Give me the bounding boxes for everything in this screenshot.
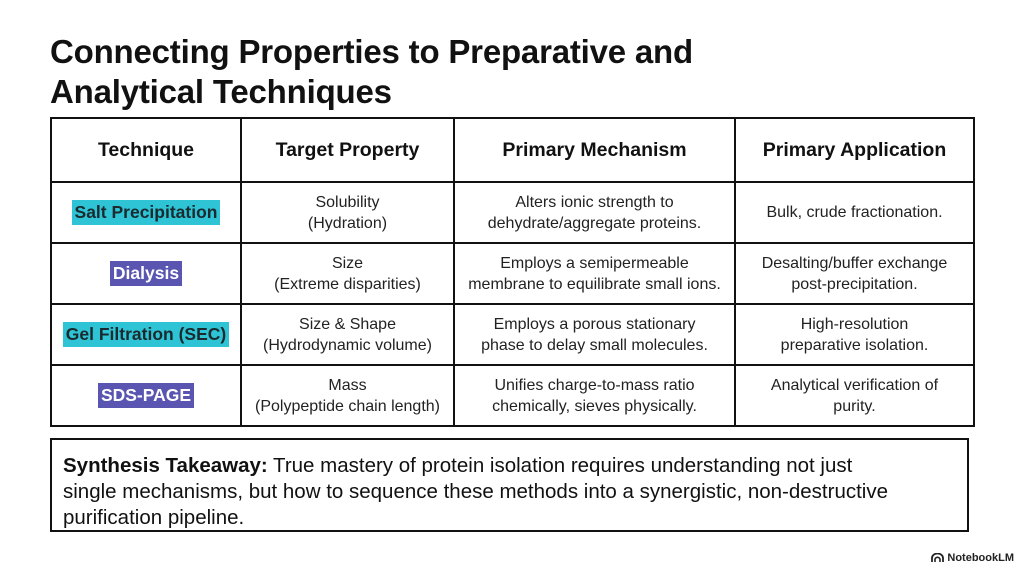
mechanism-cell: [454, 182, 735, 243]
technique-cell: [51, 243, 241, 304]
application-line: High-resolution: [800, 315, 909, 333]
technique-cell: [51, 182, 241, 243]
property-line: (Hydration): [307, 214, 388, 232]
mechanism-line: phase to delay small molecules.: [481, 336, 708, 354]
table-row: [51, 243, 974, 304]
mechanism-cell: [454, 304, 735, 365]
table-row: [51, 182, 974, 243]
mechanism-line: Employs a porous stationary: [493, 315, 696, 333]
mechanism-cell: [454, 243, 735, 304]
title-line-2: Analytical Techniques: [50, 72, 392, 110]
technique-label: SDS-PAGE: [98, 383, 194, 408]
application-line: Desalting/buffer exchange: [761, 254, 948, 272]
notebooklm-logo-icon: [931, 553, 944, 563]
mechanism-line: chemically, sieves physically.: [492, 397, 697, 415]
property-line: Size & Shape: [299, 315, 396, 333]
technique-label: Gel Filtration (SEC): [63, 322, 229, 347]
takeaway-line-1: [63, 453, 957, 479]
header-technique: Technique: [51, 118, 241, 182]
application-line: Analytical verification of: [770, 376, 939, 394]
table-row: [51, 365, 974, 426]
mechanism-line: dehydrate/aggregate proteins.: [487, 214, 702, 232]
application-cell: [735, 304, 974, 365]
mechanism-cell: [454, 365, 735, 426]
header-primary-application: Primary Application: [735, 118, 974, 182]
takeaway-label: Synthesis Takeaway:: [63, 454, 268, 477]
application-line: purity.: [833, 397, 876, 415]
property-line: Size: [331, 254, 364, 272]
application-line: preparative isolation.: [780, 336, 929, 354]
property-cell: [241, 304, 454, 365]
mechanism-line: Employs a semipermeable: [500, 254, 689, 272]
brand-watermark: [931, 552, 1014, 564]
application-cell: [735, 365, 974, 426]
property-line: (Extreme disparities): [274, 275, 421, 293]
header-primary-mechanism: Primary Mechanism: [454, 118, 735, 182]
technique-label: Dialysis: [110, 261, 182, 286]
table-row: [51, 304, 974, 365]
property-cell: [241, 182, 454, 243]
techniques-table: [50, 117, 975, 427]
mechanism-line: Alters ionic strength to: [515, 193, 674, 211]
application-line: post-precipitation.: [791, 275, 918, 293]
synthesis-takeaway-box: [50, 438, 969, 532]
header-target-property: Target Property: [241, 118, 454, 182]
property-line: Mass: [328, 376, 367, 394]
title-line-1: Connecting Properties to Preparative and: [50, 33, 693, 70]
technique-cell: [51, 304, 241, 365]
brand-label: NotebookLM: [947, 552, 1014, 564]
technique-label: Salt Precipitation: [72, 200, 221, 225]
property-line: (Polypeptide chain length): [254, 397, 440, 415]
takeaway-line-2: single mechanisms, but how to sequence these methods into a synergistic, non-destructive: [63, 480, 888, 503]
property-line: (Hydrodynamic volume): [263, 336, 432, 354]
page-title: [50, 32, 950, 111]
application-line: Bulk, crude fractionation.: [766, 204, 943, 221]
property-cell: [241, 365, 454, 426]
mechanism-line: Unifies charge-to-mass ratio: [494, 376, 695, 394]
takeaway-line-3: purification pipeline.: [63, 506, 245, 529]
application-cell: [735, 182, 974, 243]
property-line: Solubility: [315, 193, 380, 211]
technique-cell: [51, 365, 241, 426]
application-cell: [735, 243, 974, 304]
mechanism-line: membrane to equilibrate small ions.: [468, 275, 721, 293]
property-cell: [241, 243, 454, 304]
takeaway-text-1: True mastery of protein isolation requires understanding not just: [267, 454, 853, 477]
table-header-row: [51, 118, 974, 182]
